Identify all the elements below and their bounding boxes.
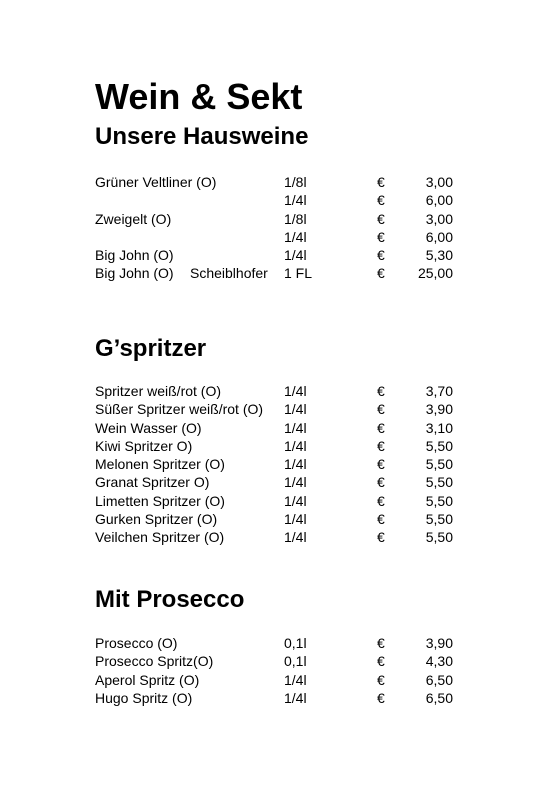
item-price: 5,30 bbox=[425, 247, 453, 264]
menu-item-row bbox=[95, 382, 460, 400]
item-volume: 1/4l bbox=[284, 511, 307, 528]
item-name: Spritzer weiß/rot (O) bbox=[95, 383, 222, 399]
menu-item-row bbox=[95, 191, 460, 209]
currency-symbol: € bbox=[377, 671, 385, 688]
currency-symbol: € bbox=[377, 456, 385, 473]
item-price: 4,30 bbox=[425, 653, 453, 670]
currency-symbol: € bbox=[377, 511, 385, 528]
menu-item-row bbox=[95, 246, 460, 264]
item-price: 5,50 bbox=[425, 437, 453, 454]
item-name: Aperol Spritz (O) bbox=[95, 671, 200, 688]
menu-item-row bbox=[95, 652, 460, 670]
menu-item-row bbox=[95, 210, 460, 228]
item-volume: 1/4l bbox=[284, 671, 307, 688]
item-price: 3,90 bbox=[425, 401, 453, 418]
item-volume: 1/4l bbox=[284, 401, 307, 418]
currency-symbol: € bbox=[377, 247, 385, 264]
currency-symbol: € bbox=[377, 401, 385, 418]
currency-symbol: € bbox=[377, 192, 385, 209]
currency-symbol: € bbox=[377, 653, 385, 670]
item-name: Limetten Spritzer (O) bbox=[95, 492, 225, 509]
menu-item-row bbox=[95, 228, 460, 246]
currency-symbol: € bbox=[377, 689, 385, 706]
item-price: 6,00 bbox=[425, 228, 453, 245]
item-price: 3,00 bbox=[425, 174, 453, 190]
item-volume: 1/8l bbox=[284, 174, 307, 190]
item-price: 5,50 bbox=[425, 529, 453, 546]
item-volume: 1/4l bbox=[284, 247, 307, 264]
page-title: Wein & Sekt bbox=[95, 76, 303, 117]
item-name: Melonen Spritzer (O) bbox=[95, 456, 225, 473]
currency-symbol: € bbox=[377, 383, 385, 399]
menu-item-row bbox=[95, 173, 460, 191]
item-price: 3,10 bbox=[425, 419, 453, 436]
currency-symbol: € bbox=[377, 437, 385, 454]
item-producer: Scheiblhofer bbox=[190, 265, 268, 282]
item-volume: 1/4l bbox=[284, 689, 307, 706]
section-heading-prosecco: Mit Prosecco bbox=[95, 586, 245, 613]
item-volume: 1 FL bbox=[284, 265, 313, 282]
item-name: Prosecco Spritz(O) bbox=[95, 653, 214, 670]
menu-item-row bbox=[95, 473, 460, 491]
menu-item-row bbox=[95, 419, 460, 437]
currency-symbol: € bbox=[377, 492, 385, 509]
currency-symbol: € bbox=[377, 265, 385, 282]
item-price: 3,70 bbox=[425, 383, 453, 399]
currency-symbol: € bbox=[377, 419, 385, 436]
menu-item-row bbox=[95, 455, 460, 473]
item-price: 5,50 bbox=[425, 511, 453, 528]
currency-symbol: € bbox=[377, 635, 385, 651]
menu-item-row bbox=[95, 510, 460, 528]
item-price: 3,90 bbox=[425, 635, 453, 651]
currency-symbol: € bbox=[377, 228, 385, 245]
item-name: Granat Spritzer O) bbox=[95, 474, 210, 491]
item-volume: 1/4l bbox=[284, 529, 307, 546]
item-volume: 1/4l bbox=[284, 228, 307, 245]
menu-item-row bbox=[95, 492, 460, 510]
item-name: Big John (O) bbox=[95, 265, 174, 282]
item-volume: 1/4l bbox=[284, 383, 307, 399]
item-volume: 1/4l bbox=[284, 437, 307, 454]
item-price: 6,50 bbox=[425, 671, 453, 688]
menu-item-row bbox=[95, 671, 460, 689]
item-name: Gurken Spritzer (O) bbox=[95, 511, 218, 528]
currency-symbol: € bbox=[377, 210, 385, 227]
item-price: 5,50 bbox=[425, 492, 453, 509]
item-name: Grüner Veltliner (O) bbox=[95, 174, 217, 190]
section-heading-hausweine: Unsere Hausweine bbox=[95, 123, 309, 150]
item-name: Big John (O) bbox=[95, 247, 174, 264]
item-volume: 1/4l bbox=[284, 456, 307, 473]
menu-item-row bbox=[95, 437, 460, 455]
item-price: 5,50 bbox=[425, 474, 453, 491]
item-volume: 1/4l bbox=[284, 192, 307, 209]
item-volume: 1/8l bbox=[284, 210, 307, 227]
item-price: 3,00 bbox=[425, 210, 453, 227]
menu-item-row bbox=[95, 528, 460, 546]
section-list-prosecco bbox=[95, 634, 460, 707]
menu-item-row bbox=[95, 264, 460, 282]
item-name: Zweigelt (O) bbox=[95, 210, 172, 227]
item-price: 6,50 bbox=[425, 689, 453, 706]
item-name: Wein Wasser (O) bbox=[95, 419, 202, 436]
section-list-gspritzer bbox=[95, 382, 460, 547]
item-name: Kiwi Spritzer O) bbox=[95, 437, 193, 454]
section-list-hausweine bbox=[95, 173, 460, 283]
item-volume: 0,1l bbox=[284, 635, 307, 651]
item-name: Süßer Spritzer weiß/rot (O) bbox=[95, 401, 264, 418]
currency-symbol: € bbox=[377, 474, 385, 491]
item-price: 6,00 bbox=[425, 192, 453, 209]
menu-item-row bbox=[95, 400, 460, 418]
item-price: 25,00 bbox=[417, 265, 453, 282]
item-name: Prosecco (O) bbox=[95, 635, 178, 651]
item-price: 5,50 bbox=[425, 456, 453, 473]
menu-item-row bbox=[95, 689, 460, 707]
item-volume: 1/4l bbox=[284, 474, 307, 491]
menu-item-row bbox=[95, 634, 460, 652]
item-name: Hugo Spritz (O) bbox=[95, 689, 193, 706]
item-volume: 0,1l bbox=[284, 653, 307, 670]
item-name: Veilchen Spritzer (O) bbox=[95, 529, 225, 546]
currency-symbol: € bbox=[377, 174, 385, 190]
item-volume: 1/4l bbox=[284, 419, 307, 436]
currency-symbol: € bbox=[377, 529, 385, 546]
item-volume: 1/4l bbox=[284, 492, 307, 509]
section-heading-gspritzer: G’spritzer bbox=[95, 335, 207, 362]
